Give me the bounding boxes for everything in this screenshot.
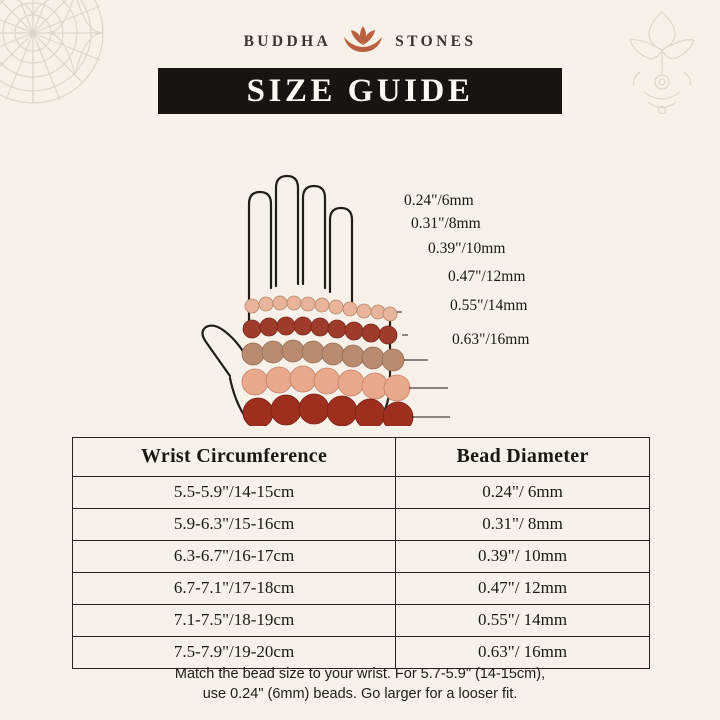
table-row bbox=[73, 509, 650, 541]
page-title: SIZE GUIDE bbox=[246, 72, 474, 109]
table-header-wrist: Wrist Circumference bbox=[73, 438, 396, 477]
cell-bead: 0.24"/ 6mm bbox=[396, 477, 650, 509]
cell-wrist: 6.7-7.1"/17-18cm bbox=[73, 573, 396, 605]
callout-14mm: 0.55"/14mm bbox=[450, 297, 528, 314]
brand-name-left: BUDDHA bbox=[243, 33, 332, 50]
cell-bead: 0.47"/ 12mm bbox=[396, 573, 650, 605]
cell-bead: 0.63"/ 16mm bbox=[396, 637, 650, 669]
table-row bbox=[73, 541, 650, 573]
callout-8mm: 0.31"/8mm bbox=[411, 215, 481, 232]
callout-6mm: 0.24"/6mm bbox=[404, 192, 474, 209]
bead-size-callouts bbox=[0, 116, 720, 426]
footnote-line-2: use 0.24" (6mm) beads. Go larger for a looser fit. bbox=[202, 686, 518, 702]
cell-wrist: 7.1-7.5"/18-19cm bbox=[73, 605, 396, 637]
page-title-banner bbox=[158, 68, 562, 114]
brand-name-right: STONES bbox=[395, 33, 477, 50]
cell-wrist: 5.5-5.9"/14-15cm bbox=[73, 477, 396, 509]
table-row bbox=[73, 573, 650, 605]
table-header-row bbox=[73, 438, 650, 477]
cell-bead: 0.39"/ 10mm bbox=[396, 541, 650, 573]
cell-bead: 0.31"/ 8mm bbox=[396, 509, 650, 541]
size-chart-table bbox=[72, 437, 650, 669]
cell-wrist: 5.9-6.3"/15-16cm bbox=[73, 509, 396, 541]
callout-12mm: 0.47"/12mm bbox=[448, 268, 526, 285]
lotus-icon bbox=[341, 22, 385, 62]
footnote bbox=[0, 664, 720, 704]
cell-wrist: 7.5-7.9"/19-20cm bbox=[73, 637, 396, 669]
cell-bead: 0.55"/ 14mm bbox=[396, 605, 650, 637]
cell-wrist: 6.3-6.7"/16-17cm bbox=[73, 541, 396, 573]
table-header-bead: Bead Diameter bbox=[396, 438, 650, 477]
callout-10mm: 0.39"/10mm bbox=[428, 240, 506, 257]
table-row bbox=[73, 477, 650, 509]
table-row bbox=[73, 605, 650, 637]
brand-header bbox=[0, 22, 720, 62]
footnote-line-1: Match the bead size to your wrist. For 5.7-5.9" (14-15cm), bbox=[174, 666, 546, 682]
callout-16mm: 0.63"/16mm bbox=[452, 331, 530, 348]
